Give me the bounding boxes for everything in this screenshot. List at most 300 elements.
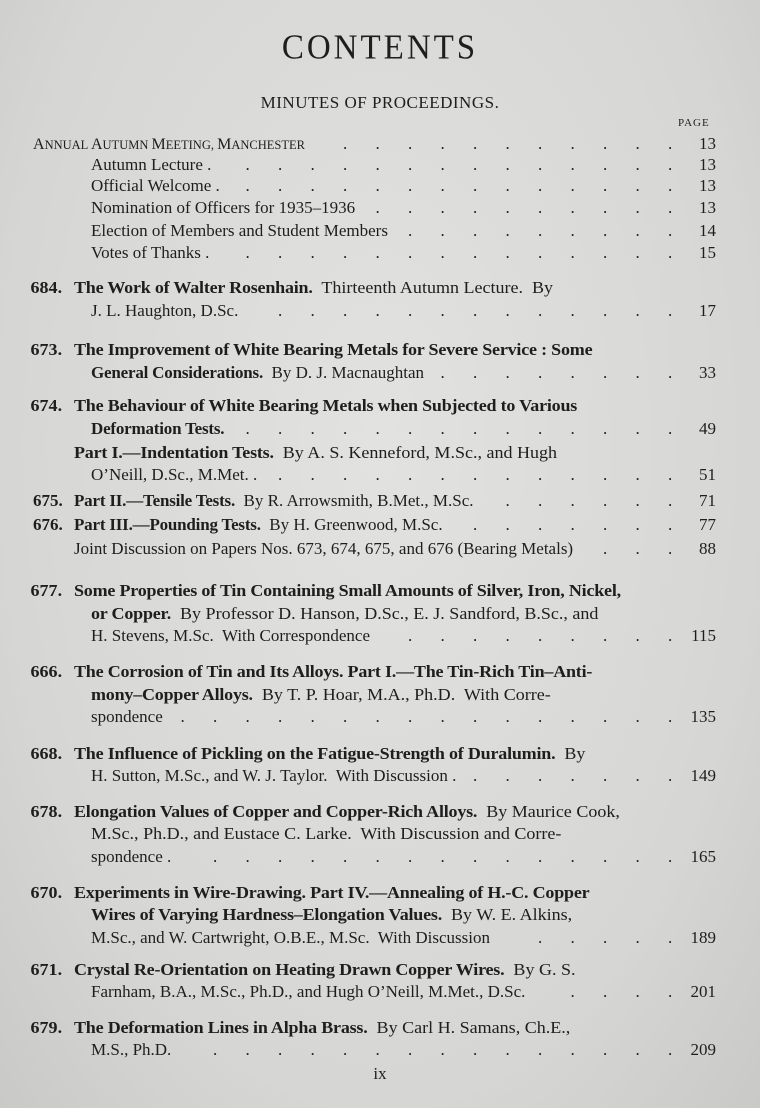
page-number: 49 <box>699 419 716 438</box>
leader-dot: . <box>473 221 478 240</box>
leader-dot: . <box>538 766 543 785</box>
entry-line <box>91 625 370 647</box>
leader-dot: . <box>538 707 543 726</box>
leader-dot: . <box>538 243 543 262</box>
leader-dot: . <box>505 243 510 262</box>
leader-dot: . <box>473 847 478 866</box>
page-number: 201 <box>690 982 716 1001</box>
leader-dot: . <box>473 707 478 726</box>
entry-title: Some Properties of Tin Containing Small Amounts of Silver, Iron, Nickel, <box>74 581 621 600</box>
entry-title: General Considerations. <box>91 363 264 382</box>
leader-dot: . <box>635 465 640 484</box>
leader-dot: . <box>603 176 608 195</box>
heading-smallcaps: EETING, <box>165 138 218 152</box>
leader-dot: . <box>278 243 283 262</box>
heading-smallcaps: ANCHESTER <box>231 138 305 152</box>
leader-dot: . <box>538 301 543 320</box>
leader-dot: . <box>668 847 673 866</box>
meeting-item: Votes of Thanks . <box>91 243 210 262</box>
leader-dot: . <box>668 626 673 645</box>
leader-dot: . <box>668 928 673 947</box>
entry-line <box>30 277 554 299</box>
entry-text: M.S., Ph.D. <box>91 1040 172 1059</box>
entry-number: 684. <box>30 278 63 297</box>
leader-dot: . <box>440 363 445 382</box>
entry-number: 670. <box>30 883 63 902</box>
leader-dot: . <box>440 419 445 438</box>
leader-dot: . <box>473 243 478 262</box>
leader-dot: . <box>408 419 413 438</box>
heading-smallcaps: UTUMN <box>102 138 152 152</box>
leader-dot: . <box>570 176 575 195</box>
leader-dot: . <box>635 1040 640 1059</box>
leader-dot: . <box>375 134 380 153</box>
leader-dot: . <box>278 155 283 174</box>
leader-dot: . <box>570 363 575 382</box>
leader-dot: . <box>603 1040 608 1059</box>
leader-dot: . <box>245 847 250 866</box>
page-number: 13 <box>699 155 716 174</box>
leader-dot: . <box>310 419 315 438</box>
entry-line <box>91 706 163 728</box>
leader-dot: . <box>310 301 315 320</box>
page-number: 13 <box>699 198 716 217</box>
heading-initial: M <box>217 136 232 153</box>
meeting-item: Autumn Lecture . <box>91 155 212 174</box>
page-number: 33 <box>699 363 716 382</box>
leader-dot: . <box>570 1040 575 1059</box>
entry-title: or Copper. <box>91 604 171 623</box>
leader-dot: . <box>505 363 510 382</box>
leader-dot: . <box>635 491 640 510</box>
entry-text: J. L. Haughton, D.Sc. <box>91 301 239 320</box>
leader-dot: . <box>245 419 250 438</box>
entry-line <box>74 442 557 464</box>
entry-number: 676. <box>33 515 63 534</box>
leader-dot: . <box>668 419 673 438</box>
leader-dot: . <box>473 176 478 195</box>
leader-dot: . <box>408 301 413 320</box>
leader-dot: . <box>505 766 510 785</box>
leader-dot: . <box>440 221 445 240</box>
leader-dot: . <box>570 982 575 1001</box>
leader-dot: . <box>213 847 218 866</box>
leader-dot: . <box>603 363 608 382</box>
leader-dot: . <box>473 766 478 785</box>
leader-dot: . <box>343 243 348 262</box>
page-number: 13 <box>699 134 716 153</box>
entry-number: 678. <box>30 802 63 821</box>
leader-dot: . <box>408 198 413 217</box>
leader-dot: . <box>668 221 673 240</box>
leader-dot: . <box>343 1040 348 1059</box>
entry-line <box>91 846 171 868</box>
leader-dot: . <box>440 707 445 726</box>
entry-number: 674. <box>30 396 63 415</box>
entry-line <box>91 464 257 486</box>
leader-dot: . <box>635 134 640 153</box>
leader-dot: . <box>343 465 348 484</box>
heading-initial: A <box>33 136 45 153</box>
entry-line <box>30 661 593 683</box>
leader-dot: . <box>538 363 543 382</box>
section-heading: MINUTES OF PROCEEDINGS. <box>260 93 500 112</box>
entry-line <box>91 418 224 440</box>
leader-dot: . <box>245 707 250 726</box>
leader-dot: . <box>668 465 673 484</box>
leader-dot: . <box>440 176 445 195</box>
entry-text: By T. P. Hoar, M.A., Ph.D. With Corre- <box>252 685 551 704</box>
heading-initial: A <box>90 136 103 153</box>
leader-dot: . <box>668 1040 673 1059</box>
entry-line <box>30 743 586 765</box>
entry-text: Joint Discussion on Papers Nos. 673, 674, 675, and 676 (Bearing Metals) <box>74 539 574 558</box>
entry-text: Farnham, B.A., M.Sc., Ph.D., and Hugh O’Neill, M.Met., D.Sc. <box>91 982 526 1001</box>
leader-dot: . <box>375 419 380 438</box>
leader-dot: . <box>603 243 608 262</box>
leader-dot: . <box>668 766 673 785</box>
leader-dot: . <box>440 626 445 645</box>
leader-dot: . <box>538 928 543 947</box>
entry-number: 679. <box>30 1018 63 1037</box>
entry-text: By R. Arrowsmith, B.Met., M.Sc. <box>235 491 474 510</box>
leader-dot: . <box>603 847 608 866</box>
leader-dot: . <box>603 134 608 153</box>
page-number: 115 <box>691 626 716 645</box>
meeting-item: Nomination of Officers for 1935–1936 <box>91 198 356 217</box>
entry-title: The Deformation Lines in Alpha Brass. <box>74 1018 368 1037</box>
entry-text: By A. S. Kenneford, M.Sc., and Hugh <box>273 443 558 462</box>
leader-dot: . <box>408 221 413 240</box>
leader-dot: . <box>473 155 478 174</box>
leader-dot: . <box>538 134 543 153</box>
entry-line <box>91 823 561 845</box>
leader-dot: . <box>668 155 673 174</box>
leader-dot: . <box>538 198 543 217</box>
leader-dot: . <box>213 707 218 726</box>
leader-dot: . <box>570 515 575 534</box>
leader-dot: . <box>570 847 575 866</box>
leader-dot: . <box>505 491 510 510</box>
entry-text: By Carl H. Samans, Ch.E., <box>367 1018 571 1037</box>
page-number: 165 <box>690 847 716 866</box>
entry-number: 675. <box>33 491 63 510</box>
leader-dot: . <box>538 155 543 174</box>
heading-smallcaps: NNUAL <box>44 138 91 152</box>
entry-title: Part I.—Indentation Tests. <box>74 443 274 462</box>
leader-dot: . <box>668 363 673 382</box>
meeting-item: Election of Members and Student Members <box>91 221 388 240</box>
leader-dot: . <box>343 707 348 726</box>
leader-dot: . <box>570 626 575 645</box>
leader-dot: . <box>310 243 315 262</box>
leader-dot: . <box>668 491 673 510</box>
leader-dot: . <box>668 134 673 153</box>
entry-line <box>30 339 593 361</box>
meeting-item: Official Welcome . <box>91 176 220 195</box>
entry-number: 666. <box>30 662 63 681</box>
leader-dot: . <box>505 847 510 866</box>
leader-dot: . <box>278 419 283 438</box>
leader-dot: . <box>603 491 608 510</box>
leader-dot: . <box>440 198 445 217</box>
leader-dot: . <box>278 847 283 866</box>
leader-dot: . <box>635 515 640 534</box>
leader-dot: . <box>570 491 575 510</box>
leader-dot: . <box>570 198 575 217</box>
leader-dot: . <box>473 515 478 534</box>
entry-text: M.Sc., and W. Cartwright, O.B.E., M.Sc. With Discussion <box>91 928 490 947</box>
leader-dot: . <box>668 539 673 558</box>
leader-dot: . <box>375 1040 380 1059</box>
entry-title: The Improvement of White Bearing Metals for Severe Service : Some <box>74 340 593 359</box>
leader-dot: . <box>635 419 640 438</box>
leader-dot: . <box>278 301 283 320</box>
entry-title: Experiments in Wire-Drawing. Part IV.—Annealing of H.-C. Copper <box>74 883 590 902</box>
entry-text: By <box>555 744 586 763</box>
entry-text: O’Neill, D.Sc., M.Met. . <box>91 465 258 484</box>
entry-text: By G. S. <box>504 960 576 979</box>
entry-text: Thirteenth Autumn Lecture. By <box>312 278 554 297</box>
entry-number: 673. <box>30 340 63 359</box>
page-number: 14 <box>699 221 716 240</box>
leader-dot: . <box>538 176 543 195</box>
entry-line <box>91 927 490 949</box>
entry-line <box>30 882 590 904</box>
leader-dot: . <box>668 198 673 217</box>
leader-dot: . <box>408 243 413 262</box>
leader-dot: . <box>473 198 478 217</box>
leader-dot: . <box>505 176 510 195</box>
entry-title: mony–Copper Alloys. <box>91 685 253 704</box>
leader-dot: . <box>668 707 673 726</box>
entry-title: The Behaviour of White Bearing Metals when Subjected to Various <box>74 396 578 415</box>
leader-dot: . <box>440 465 445 484</box>
leader-dot: . <box>245 176 250 195</box>
leader-dot: . <box>635 766 640 785</box>
entry-text: spondence <box>91 707 163 726</box>
leader-dot: . <box>538 465 543 484</box>
leader-dot: . <box>505 626 510 645</box>
leader-dot: . <box>375 155 380 174</box>
leader-dot: . <box>213 1040 218 1059</box>
entry-text: M.Sc., Ph.D., and Eustace C. Larke. With Discussion and Corre- <box>91 824 562 843</box>
leader-dot: . <box>668 982 673 1001</box>
entry-line <box>91 765 456 787</box>
entry-text: By Professor D. Hanson, D.Sc., E. J. Sandford, B.Sc., and <box>170 604 599 623</box>
entry-line <box>30 801 620 823</box>
entry-line <box>30 959 576 981</box>
leader-dot: . <box>668 243 673 262</box>
leader-dot: . <box>635 176 640 195</box>
leader-dot: . <box>408 847 413 866</box>
leader-dot: . <box>473 134 478 153</box>
leader-dot: . <box>635 626 640 645</box>
leader-dot: . <box>505 198 510 217</box>
leader-dot: . <box>570 221 575 240</box>
leader-dot: . <box>538 847 543 866</box>
leader-dot: . <box>603 766 608 785</box>
leader-dot: . <box>440 847 445 866</box>
leader-dot: . <box>635 707 640 726</box>
leader-dot: . <box>538 515 543 534</box>
page-number: 88 <box>699 539 716 558</box>
leader-dot: . <box>408 1040 413 1059</box>
leader-dot: . <box>375 198 380 217</box>
leader-dot: . <box>375 465 380 484</box>
entry-line <box>30 580 621 602</box>
entry-text: By W. E. Alkins, <box>441 905 573 924</box>
leader-dot: . <box>505 301 510 320</box>
leader-dot: . <box>473 465 478 484</box>
leader-dot: . <box>310 465 315 484</box>
leader-dot: . <box>505 221 510 240</box>
leader-dot: . <box>375 301 380 320</box>
entry-number: 677. <box>30 581 63 600</box>
leader-dot: . <box>310 847 315 866</box>
leader-dot: . <box>570 928 575 947</box>
entry-text: By Maurice Cook, <box>477 802 620 821</box>
leader-dot: . <box>408 465 413 484</box>
leader-dot: . <box>603 515 608 534</box>
leader-dot: . <box>635 155 640 174</box>
leader-dot: . <box>278 707 283 726</box>
leader-dot: . <box>310 707 315 726</box>
leader-dot: . <box>473 419 478 438</box>
leader-dot: . <box>310 176 315 195</box>
leader-dot: . <box>375 243 380 262</box>
leader-dot: . <box>473 1040 478 1059</box>
leader-dot: . <box>570 243 575 262</box>
leader-dot: . <box>603 301 608 320</box>
leader-dot: . <box>635 198 640 217</box>
leader-dot: . <box>440 155 445 174</box>
leader-dot: . <box>505 134 510 153</box>
leader-dot: . <box>603 465 608 484</box>
leader-dot: . <box>603 982 608 1001</box>
leader-dot: . <box>603 928 608 947</box>
entry-title: Part II.—Tensile Tests. <box>74 491 236 510</box>
leader-dot: . <box>245 1040 250 1059</box>
leader-dot: . <box>635 847 640 866</box>
leader-dot: . <box>635 301 640 320</box>
page-number: 189 <box>690 928 716 947</box>
page-number: 17 <box>699 301 716 320</box>
leader-dot: . <box>343 134 348 153</box>
leader-dot: . <box>180 707 185 726</box>
leader-dot: . <box>440 134 445 153</box>
meeting-heading <box>33 133 305 155</box>
leader-dot: . <box>635 363 640 382</box>
entry-line <box>30 1017 571 1039</box>
entry-number: 671. <box>30 960 63 979</box>
leader-dot: . <box>635 221 640 240</box>
entry-line <box>91 362 424 384</box>
leader-dot: . <box>375 707 380 726</box>
leader-dot: . <box>278 176 283 195</box>
leader-dot: . <box>343 155 348 174</box>
entry-line <box>91 300 238 322</box>
page-number: 77 <box>699 515 716 534</box>
page-title: CONTENTS <box>281 29 479 67</box>
leader-dot: . <box>570 465 575 484</box>
entry-title: The Influence of Pickling on the Fatigue-Strength of Duralumin. <box>74 744 556 763</box>
leader-dot: . <box>343 847 348 866</box>
leader-dot: . <box>570 419 575 438</box>
entry-number: 668. <box>30 744 63 763</box>
entry-line <box>33 490 474 512</box>
leader-dot: . <box>408 155 413 174</box>
leader-dot: . <box>505 1040 510 1059</box>
entry-title: Deformation Tests. <box>91 419 225 438</box>
leader-dot: . <box>505 419 510 438</box>
leader-dot: . <box>343 419 348 438</box>
leader-dot: . <box>538 221 543 240</box>
leader-dot: . <box>538 491 543 510</box>
leader-dot: . <box>603 419 608 438</box>
leader-dot: . <box>505 465 510 484</box>
leader-dot: . <box>343 301 348 320</box>
page-number: 71 <box>699 491 716 510</box>
entry-text: By D. J. Macnaughtan <box>263 363 425 382</box>
leader-dot: . <box>408 626 413 645</box>
leader-dot: . <box>473 301 478 320</box>
leader-dot: . <box>668 301 673 320</box>
leader-dot: . <box>603 707 608 726</box>
entry-text: H. Sutton, M.Sc., and W. J. Taylor. With Discussion . <box>91 766 457 785</box>
entry-title: Elongation Values of Copper and Copper-Rich Alloys. <box>74 802 478 821</box>
leader-dot: . <box>603 155 608 174</box>
leader-dot: . <box>538 1040 543 1059</box>
leader-dot: . <box>635 243 640 262</box>
leader-dot: . <box>245 243 250 262</box>
leader-dot: . <box>375 176 380 195</box>
leader-dot: . <box>375 847 380 866</box>
entry-title: Wires of Varying Hardness–Elongation Values. <box>91 905 442 924</box>
leader-dot: . <box>310 155 315 174</box>
leader-dot: . <box>473 626 478 645</box>
leader-dot: . <box>440 1040 445 1059</box>
leader-dot: . <box>538 626 543 645</box>
leader-dot: . <box>603 626 608 645</box>
leader-dot: . <box>570 766 575 785</box>
leader-dot: . <box>505 155 510 174</box>
leader-dot: . <box>505 707 510 726</box>
leader-dot: . <box>635 928 640 947</box>
leader-dot: . <box>538 419 543 438</box>
page-number: 135 <box>690 707 716 726</box>
leader-dot: . <box>635 982 640 1001</box>
leader-dot: . <box>570 301 575 320</box>
entry-title: The Work of Walter Rosenhain. <box>74 278 313 297</box>
entry-line <box>91 1039 171 1061</box>
entry-title: Crystal Re-Orientation on Heating Drawn Copper Wires. <box>74 960 505 979</box>
leader-dot: . <box>603 539 608 558</box>
heading-initial: M <box>151 136 166 153</box>
page-number: 149 <box>690 766 716 785</box>
leader-dot: . <box>408 134 413 153</box>
page-number: 51 <box>699 465 716 484</box>
leader-dot: . <box>440 301 445 320</box>
leader-dot: . <box>570 134 575 153</box>
entry-line <box>91 603 598 625</box>
page-number: 15 <box>699 243 716 262</box>
entry-title: Part III.—Pounding Tests. <box>74 515 261 534</box>
leader-dot: . <box>278 465 283 484</box>
leader-dot: . <box>408 176 413 195</box>
leader-dot: . <box>668 515 673 534</box>
page-number: 209 <box>690 1040 716 1059</box>
